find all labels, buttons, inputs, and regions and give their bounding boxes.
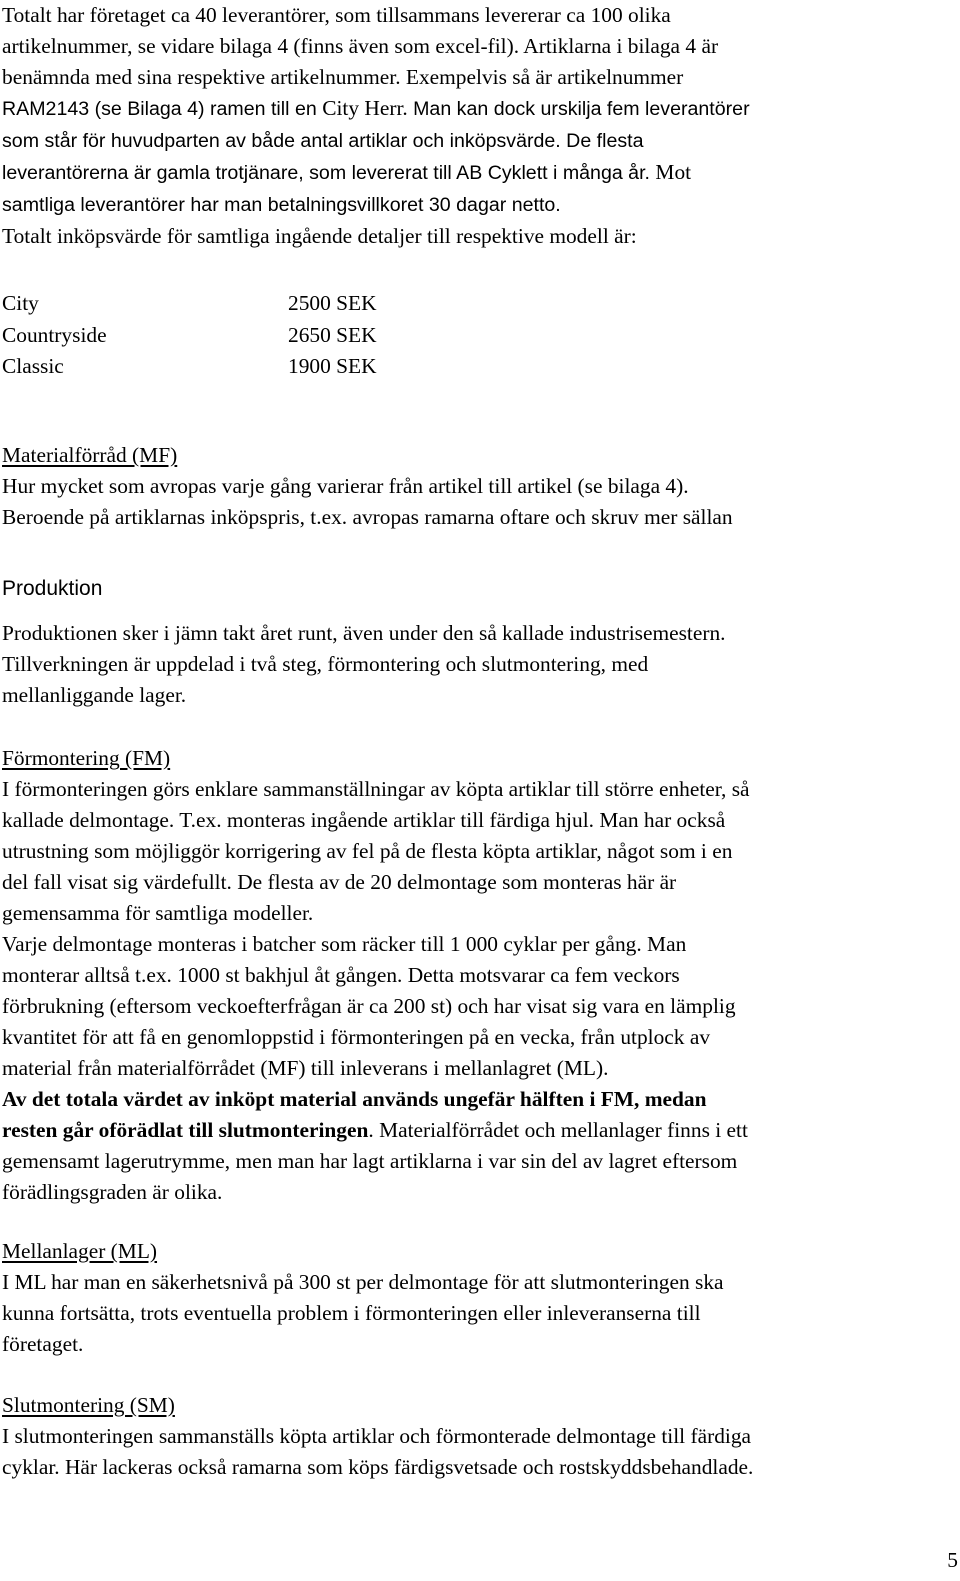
fm-section [2,743,750,1208]
sm-section [2,1390,753,1483]
price-row [2,288,502,320]
fm-line: utrustning som möjliggör korrigering av fel på de flesta köpta artiklar, något som i en [2,839,733,863]
sm-heading: Slutmontering (SM) [2,1393,175,1417]
text-run: Man kan dock urskilja fem leverantörer [413,98,750,120]
intro-line [2,0,750,31]
text-run: artikelnummer, se vidare bilaga 4 (finns även som excel-fil). Artiklarna i bilaga 4 är [2,34,719,58]
text-run: leverantörerna är gamla trotjänare, som levererat till AB Cyklett i många år. [2,162,656,184]
text-run: RAM2143 (se Bilaga 4) ramen till en [2,98,323,120]
produktion-line: mellanliggande lager. [2,683,187,707]
mf-line: Beroende på artiklarnas inköpspris, t.ex. avropas ramarna oftare och skruv mer sällan [2,505,733,529]
text-run: som står för huvudparten av både antal artiklar och inköpsvärde. De flesta [2,130,644,152]
intro-line [2,125,750,157]
text-run: Totalt har företaget ca 40 leverantörer, som tillsammans levererar ca 100 olika [2,3,671,27]
sm-line: cyklar. Här lackeras också ramarna som köps färdigsvetsade och rostskyddsbehandlade. [2,1455,754,1479]
fm-line: gemensamma för samtliga modeller. [2,901,314,925]
fm-bold-line [2,1084,750,1115]
page-number: 5 [947,1548,958,1572]
intro-line [2,93,750,125]
fm-tail [2,1146,750,1208]
produktion-heading: Produktion [2,577,103,600]
ml-section [2,1236,724,1360]
model-name: Countryside [2,322,107,347]
fm-after-bold: . Materialförrådet och mellanlager finns i ett [368,1118,748,1142]
mf-heading: Materialförråd (MF) [2,443,178,467]
produktion-line: Produktionen sker i jämn takt året runt, även under den så kallade industrisemestern. [2,621,726,645]
fm-tail-line: förädlingsgraden är olika. [2,1180,223,1204]
ml-heading: Mellanlager (ML) [2,1239,158,1263]
model-price: 2500 SEK [288,291,377,315]
text-run: City Herr. [322,96,414,120]
produktion-line: Tillverkningen är uppdelad i två steg, förmontering och slutmontering, med [2,652,649,676]
ml-line: kunna fortsätta, trots eventuella problem i förmonteringen eller inleveranserna till [2,1301,701,1325]
model-price: 1900 SEK [288,354,377,378]
sm-body [2,1421,753,1483]
intro-line [2,31,750,62]
sm-line: I slutmonteringen sammanställs köpta artiklar och förmonterade delmontage till färdiga [2,1424,752,1448]
mf-body [2,471,733,533]
fm-bold-text-2: resten går oförädlat till slutmonteringen [2,1118,369,1142]
intro-line [2,62,750,93]
text-run: Mot [655,160,692,184]
price-row [2,351,502,383]
intro-line [2,221,750,252]
fm-line: del fall visat sig värdefullt. De flesta av de 20 delmontage som monteras här är [2,870,677,894]
mf-line: Hur mycket som avropas varje gång varierar från artikel till artikel (se bilaga 4). [2,474,689,498]
text-run: benämnda med sina respektive artikelnummer. Exempelvis så är artikelnummer [2,65,684,89]
fm-body [2,774,750,1084]
mf-section [2,440,733,533]
model-price: 2650 SEK [288,322,377,347]
fm-line: förbrukning (eftersom veckoefterfrågan är ca 200 st) och har visat sig vara en lämplig [2,994,736,1018]
fm-line: kallade delmontage. T.ex. monteras ingående artiklar till färdiga hjul. Man har också [2,808,726,832]
fm-line: Varje delmontage monteras i batcher som räcker till 1 000 cyklar per gång. Man [2,932,687,956]
price-row [2,320,502,352]
intro-line [2,157,750,189]
model-name: City [2,291,39,315]
fm-line: monterar alltså t.ex. 1000 st bakhjul åt gången. Detta motsvarar ca fem veckors [2,963,680,987]
ml-body [2,1267,724,1360]
text-run: samtliga leverantörer har man betalningsvillkoret 30 dagar netto. [2,194,561,216]
fm-line: I förmonteringen görs enklare sammanställningar av köpta artiklar till större enheter, så [2,777,750,801]
fm-heading: Förmontering (FM) [2,746,171,770]
fm-line: kvantitet för att få en genomloppstid i förmonteringen på en vecka, från utplock av [2,1025,711,1049]
text-run: Totalt inköpsvärde för samtliga ingående detaljer till respektive modell är: [2,224,637,248]
ml-line: företaget. [2,1332,84,1356]
fm-tail-line: gemensamt lagerutrymme, men man har lagt artiklarna i var sin del av lagret eftersom [2,1149,738,1173]
fm-line: material från materialförrådet (MF) till inleverans i mellanlagret (ML). [2,1056,609,1080]
price-table [2,288,502,383]
fm-bold-text-1: Av det totala värdet av inköpt material används ungefär hälften i FM, medan [2,1087,707,1111]
produktion-body [2,618,726,711]
fm-bold-line-2 [2,1115,750,1146]
intro-paragraph [2,0,750,252]
intro-line [2,189,750,221]
model-name: Classic [2,354,64,378]
ml-line: I ML har man en säkerhetsnivå på 300 st per delmontage för att slutmonteringen ska [2,1270,724,1294]
